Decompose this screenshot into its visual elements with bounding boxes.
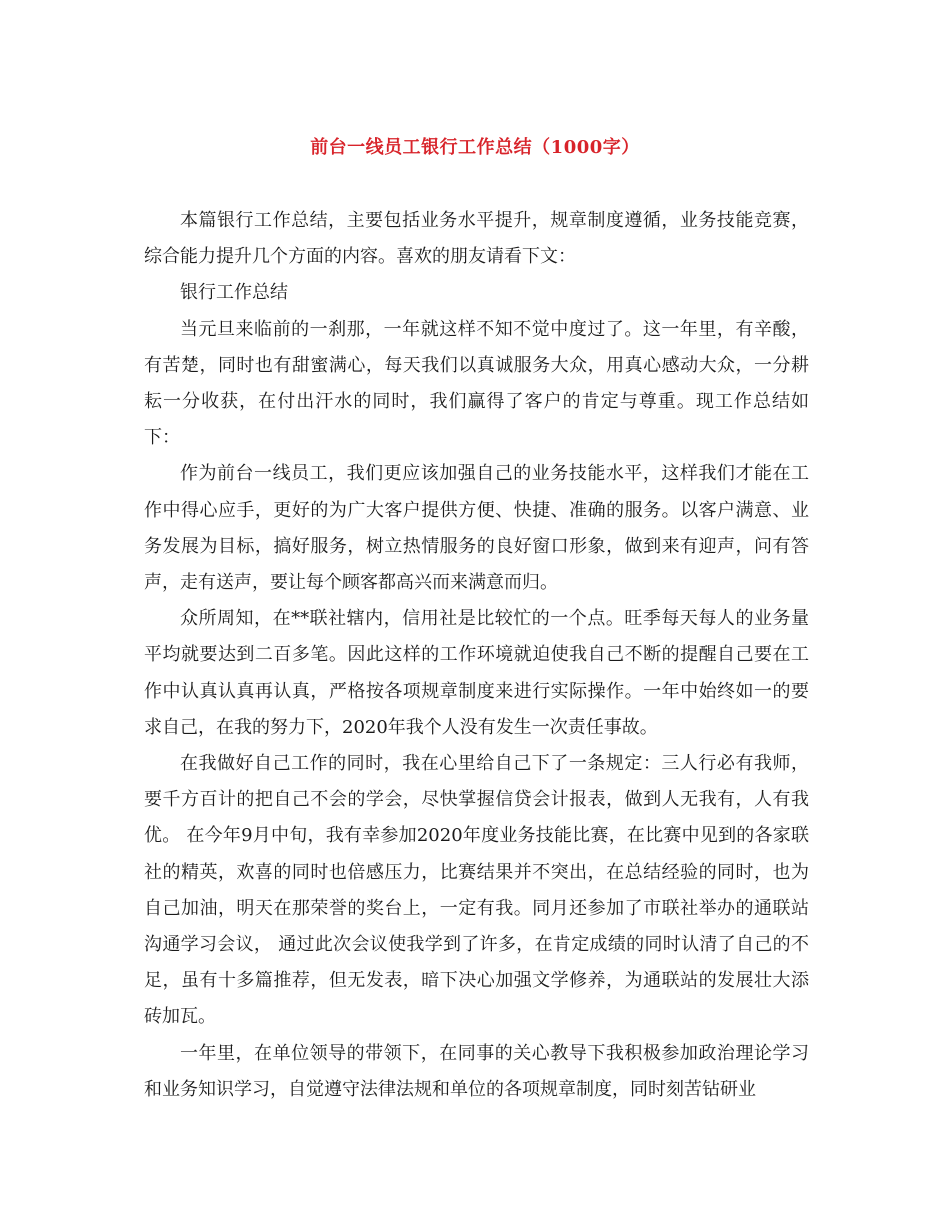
paragraph-front-line: 作为前台一线员工，我们更应该加强自己的业务技能水平，这样我们才能在工作中得心应手，更好的为广大客户提供方便、快捷、准确的服务。以客户满意、业务发展为目标，搞好服务，树立热情服务的良好窗口形象，做到来有迎声，问有答声，走有送声，要让每个顾客都高兴而来满意而归。 <box>144 463 809 594</box>
paragraph-workload: 众所周知，在**联社辖内，信用社是比较忙的一个点。旺季每天每人的业务量平均就要达到二百多笔。因此这样的工作环境就迫使我自己不断的提醒自己要在工作中认真认真再认真，严格按各项规章制度来进行实际操作。一年中始终如一的要求自己，在我的努力下，2020年我个人没有发生一次责任事故。 <box>144 608 809 738</box>
paragraph-year-summary: 一年里，在单位领导的带领下，在同事的关心教导下我积极参加政治理论学习和业务知识学习，自觉遵守法律法规和单位的各项规章制度，同时刻苦钻研业 <box>144 1042 809 1100</box>
paragraph-subheading: 银行工作总结 <box>180 282 288 304</box>
paragraph-intro: 本篇银行工作总结，主要包括业务水平提升，规章制度遵循，业务技能竞赛，综合能力提升几个方面的内容。喜欢的朋友请看下文： <box>144 210 809 268</box>
paragraph-new-year: 当元旦来临前的一刹那，一年就这样不知不觉中度过了。这一年里，有辛酸，有苦楚，同时也有甜蜜满心，每天我们以真诚服务大众，用真心感动大众，一分耕耘一分收获，在付出汗水的同时，我们赢得了客户的肯定与尊重。现工作总结如下： <box>144 318 809 449</box>
document-title: 前台一线员工银行工作总结（1000字） <box>310 137 640 158</box>
paragraph-learning: 在我做好自己工作的同时，我在心里给自己下了一条规定：三人行必有我师，要千方百计的把自己不会的学会，尽快掌握信贷会计报表，做到人无我有，人有我优。 在今年9月中旬，我有幸参加2020年度业务技能比赛，在比赛中见到的各家联社的精英，欢喜的同时也倍感压力，比赛结果并不突出，在总结经验的同时，也为自己加油，明天在那荣誉的奖台上，一定有我。同月还参加了市联社举办的通联站沟通学习会议， 通过此次会议使我学到了许多，在肯定成绩的同时认清了自己的不足，虽有十多篇推荐，但无发表，暗下决心加强文学修养，为通联站的发展壮大添砖加瓦。 <box>144 753 809 1028</box>
document-body <box>144 203 809 1108</box>
